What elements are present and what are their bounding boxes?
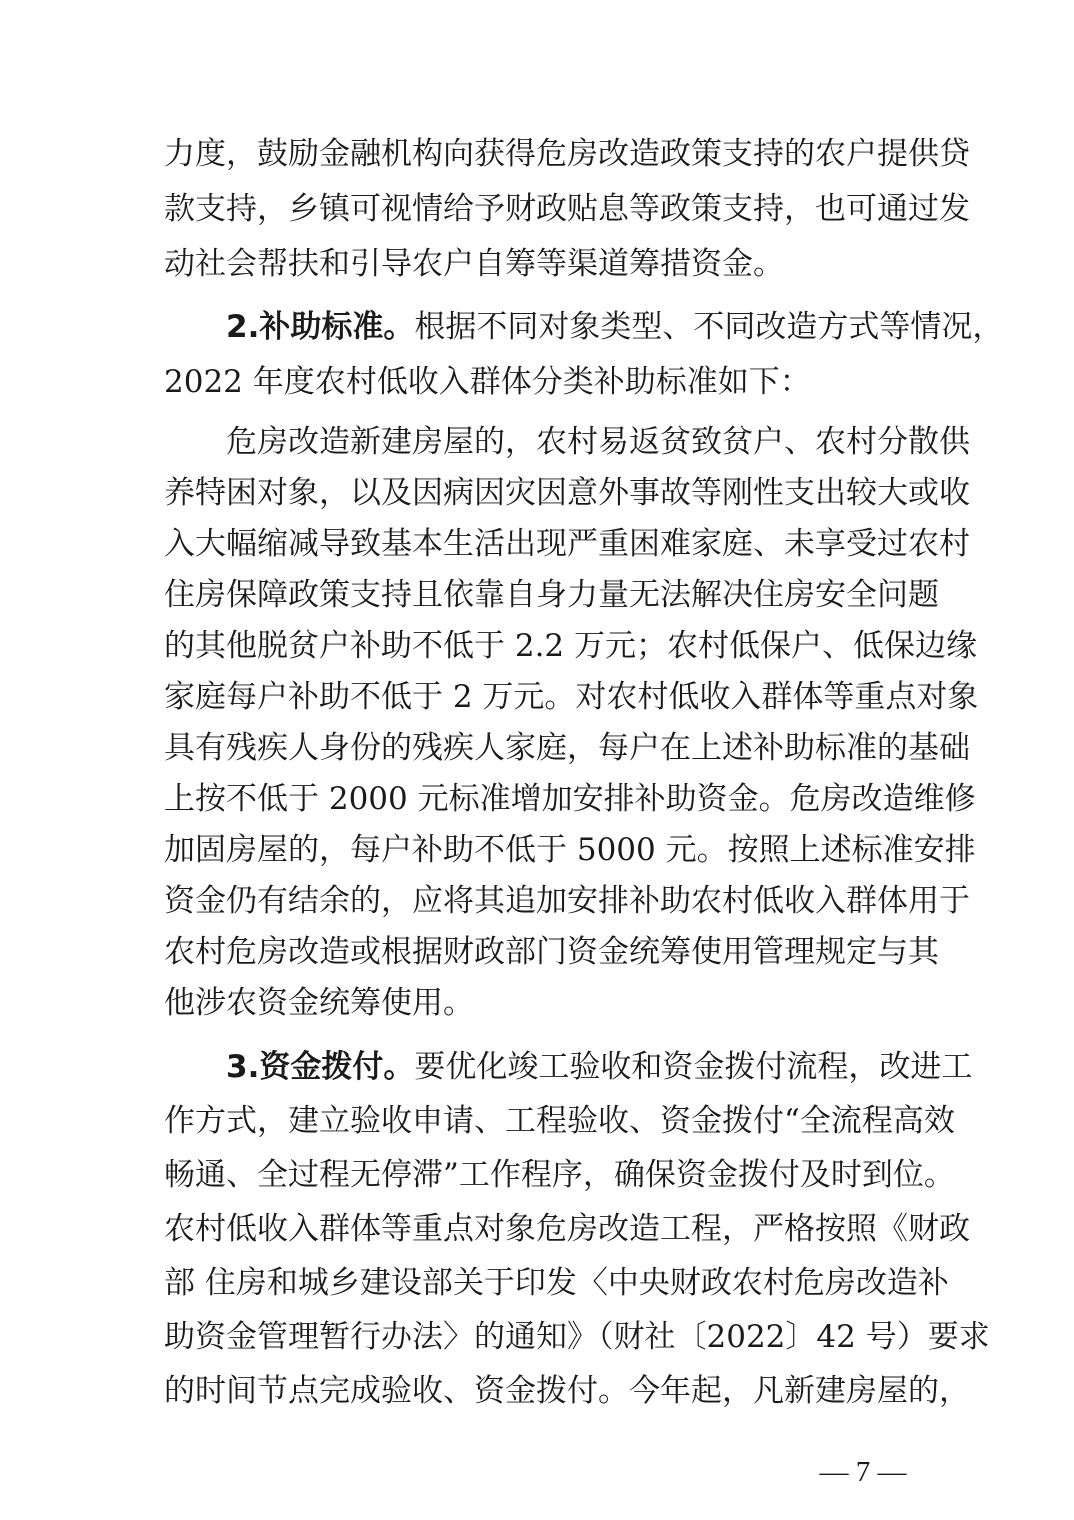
section-heading-line	[226, 303, 1004, 351]
body-text-line: 资金仍有结余的，应将其追加安排补助农村低收入群体用于	[164, 883, 970, 919]
body-text-line: 他涉农资金统筹使用。	[164, 985, 474, 1021]
section-heading: 2.补助标准。	[226, 309, 415, 345]
body-text-line: 助资金管理暂行办法〉的通知》（财社〔2022〕42 号）要求	[164, 1319, 990, 1355]
body-text-line: 具有残疾人身份的残疾人家庭，每户在上述补助标准的基础	[164, 730, 970, 766]
body-text-line: 的时间节点完成验收、资金拨付。今年起，凡新建房屋的，	[164, 1373, 970, 1409]
section-heading-line	[226, 1043, 973, 1091]
body-text-line: 的其他脱贫户补助不低于 2.2 万元；农村低保户、低保边缘	[164, 628, 978, 664]
body-text-line: 农村危房改造或根据财政部门资金统筹使用管理规定与其	[164, 934, 939, 970]
page-number: — 7 —	[819, 1456, 907, 1488]
body-text-line: 养特困对象，以及因病因灾因意外事故等刚性支出较大或收	[164, 475, 970, 511]
body-text-line: 2022 年度农村低收入群体分类补助标准如下：	[164, 364, 811, 400]
body-text-line: 农村低收入群体等重点对象危房改造工程，严格按照《财政	[164, 1211, 970, 1247]
body-text-line: 上按不低于 2000 元标准增加安排补助资金。危房改造维修	[164, 781, 976, 817]
body-text-line: 家庭每户补助不低于 2 万元。对农村低收入群体等重点对象	[164, 679, 979, 715]
section-heading: 3.资金拨付。	[226, 1049, 415, 1085]
body-text-line: 作方式，建立验收申请、工程验收、资金拨付“全流程高效	[164, 1103, 955, 1139]
body-text-line: 力度，鼓励金融机构向获得危房改造政策支持的农户提供贷	[164, 136, 970, 172]
section-text: 根据不同对象类型、不同改造方式等情况，	[414, 309, 1004, 345]
body-text-line: 畅通、全过程无停滞”工作程序，确保资金拨付及时到位。	[164, 1157, 955, 1193]
body-text-line: 入大幅缩减导致基本生活出现严重困难家庭、未享受过农村	[164, 526, 970, 562]
body-text-line: 住房保障政策支持且依靠自身力量无法解决住房安全问题	[164, 577, 939, 613]
section-text: 要优化竣工验收和资金拨付流程，改进工	[414, 1049, 973, 1085]
body-text-line: 款支持，乡镇可视情给予财政贴息等政策支持，也可通过发	[164, 191, 970, 227]
body-text-line: 动社会帮扶和引导农户自筹等渠道筹措资金。	[164, 246, 784, 282]
body-text-line: 加固房屋的，每户补助不低于 5000 元。按照上述标准安排	[164, 832, 976, 868]
body-text-line: 部 住房和城乡建设部关于印发〈中央财政农村危房改造补	[164, 1265, 949, 1301]
body-text-line: 危房改造新建房屋的，农村易返贫致贫户、农村分散供	[226, 424, 970, 460]
